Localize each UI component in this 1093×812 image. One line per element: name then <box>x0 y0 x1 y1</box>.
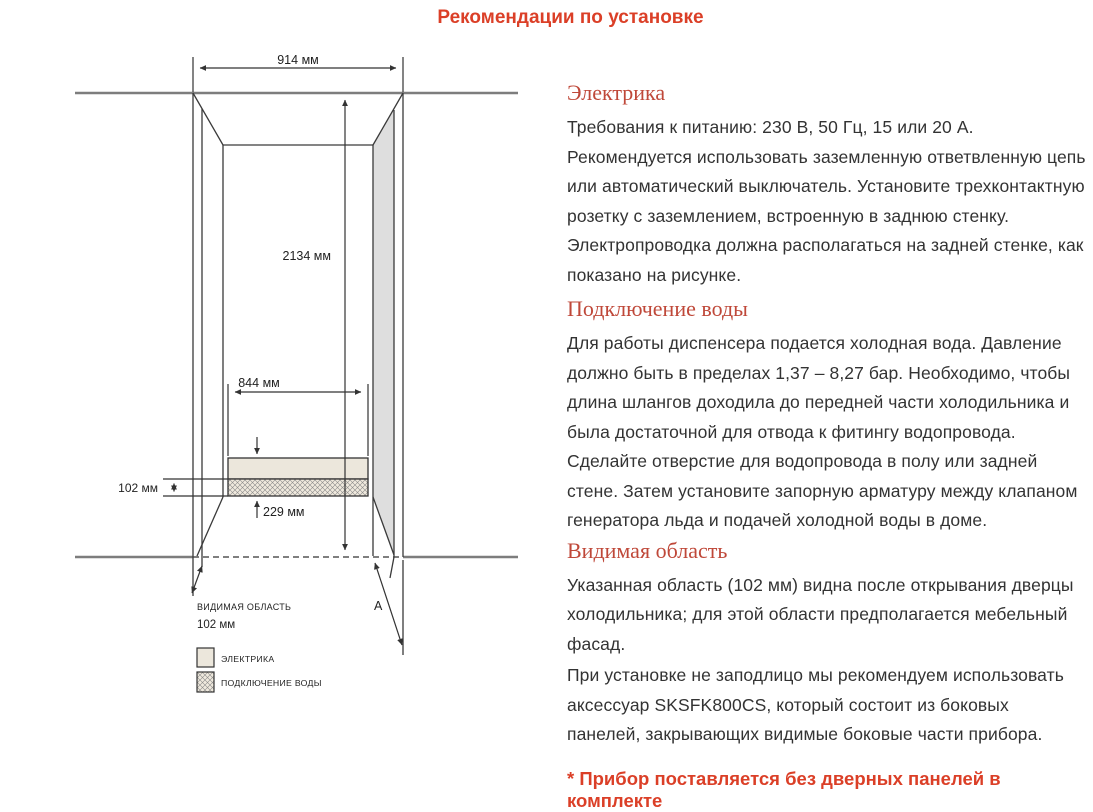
section-electrical-body: Требования к питанию: 230 В, 50 Гц, 15 или 20 А. Рекомендуется использовать заземленную ответвленную цепь или автоматический выключатель. Установите трехконтактную розетку с заземлением, встроенную в заднюю стенку. Электропроводка должна располагаться на задней стенке, как показано на рисунке. <box>567 117 1086 285</box>
dim-label-844: 844 мм <box>238 376 280 390</box>
page-title: Рекомендации по установке <box>437 7 704 28</box>
visible-area-value: 102 мм <box>197 619 236 631</box>
legend-swatch-water <box>197 672 214 692</box>
section-visible-area-body: Указанная область (102 мм) видна после открывания дверцы холодильника; для этой области предполагается мебельный фасад. <box>567 574 1074 654</box>
instructions-column <box>567 80 1087 812</box>
section-electrical-heading: Электрика <box>567 80 666 105</box>
dim-label-229: 229 мм <box>263 505 305 519</box>
dim-label-102: 102 мм <box>118 481 158 495</box>
electrical-zone-box <box>228 458 368 479</box>
dimension-extension-lines <box>163 57 403 496</box>
legend <box>197 648 322 692</box>
dim-label-914: 914 мм <box>277 53 319 67</box>
section-visible-area <box>567 538 1087 660</box>
legend-label-electrical: ЭЛЕКТРИКА <box>221 654 275 664</box>
legend-swatch-electrical <box>197 648 214 667</box>
niche-outline <box>193 93 403 655</box>
section-water-heading: Подключение воды <box>567 296 748 321</box>
door-swing-label: А <box>374 599 383 613</box>
visible-area-caption: ВИДИМАЯ ОБЛАСТЬ <box>197 602 292 612</box>
water-connection-zone-box <box>228 479 368 496</box>
section-water <box>567 296 1087 536</box>
section-water-body: Для работы диспенсера подается холодная вода. Давление должно быть в пределах 1,37 – 8,27 бар. Необходимо, чтобы длина шлангов доходила до передней части холодильника и была достаточной для отвода к фитингу водопровода. Сделайте отверстие для водопровода в полу или задней стене. Затем установите запорную арматуру между клапаном генератора льда и подачей холодной воды в доме. <box>567 333 1078 530</box>
dim-label-2134: 2134 мм <box>282 249 331 263</box>
section-visible-area-heading: Видимая область <box>567 537 728 563</box>
dimension-arrows <box>174 68 402 645</box>
legend-label-water: ПОДКЛЮЧЕНИЕ ВОДЫ <box>221 678 322 688</box>
footnote: * Прибор поставляется без дверных панелей в комплекте <box>567 767 1001 811</box>
accessory-note: При установке не заподлицо мы рекомендуем использовать аксессуар SKSFK800CS, который состоит из боковых панелей, закрывающих видимые боковые части прибора. <box>567 665 1064 744</box>
section-electrical <box>567 80 1087 290</box>
side-panel-visible-strip <box>373 110 394 555</box>
